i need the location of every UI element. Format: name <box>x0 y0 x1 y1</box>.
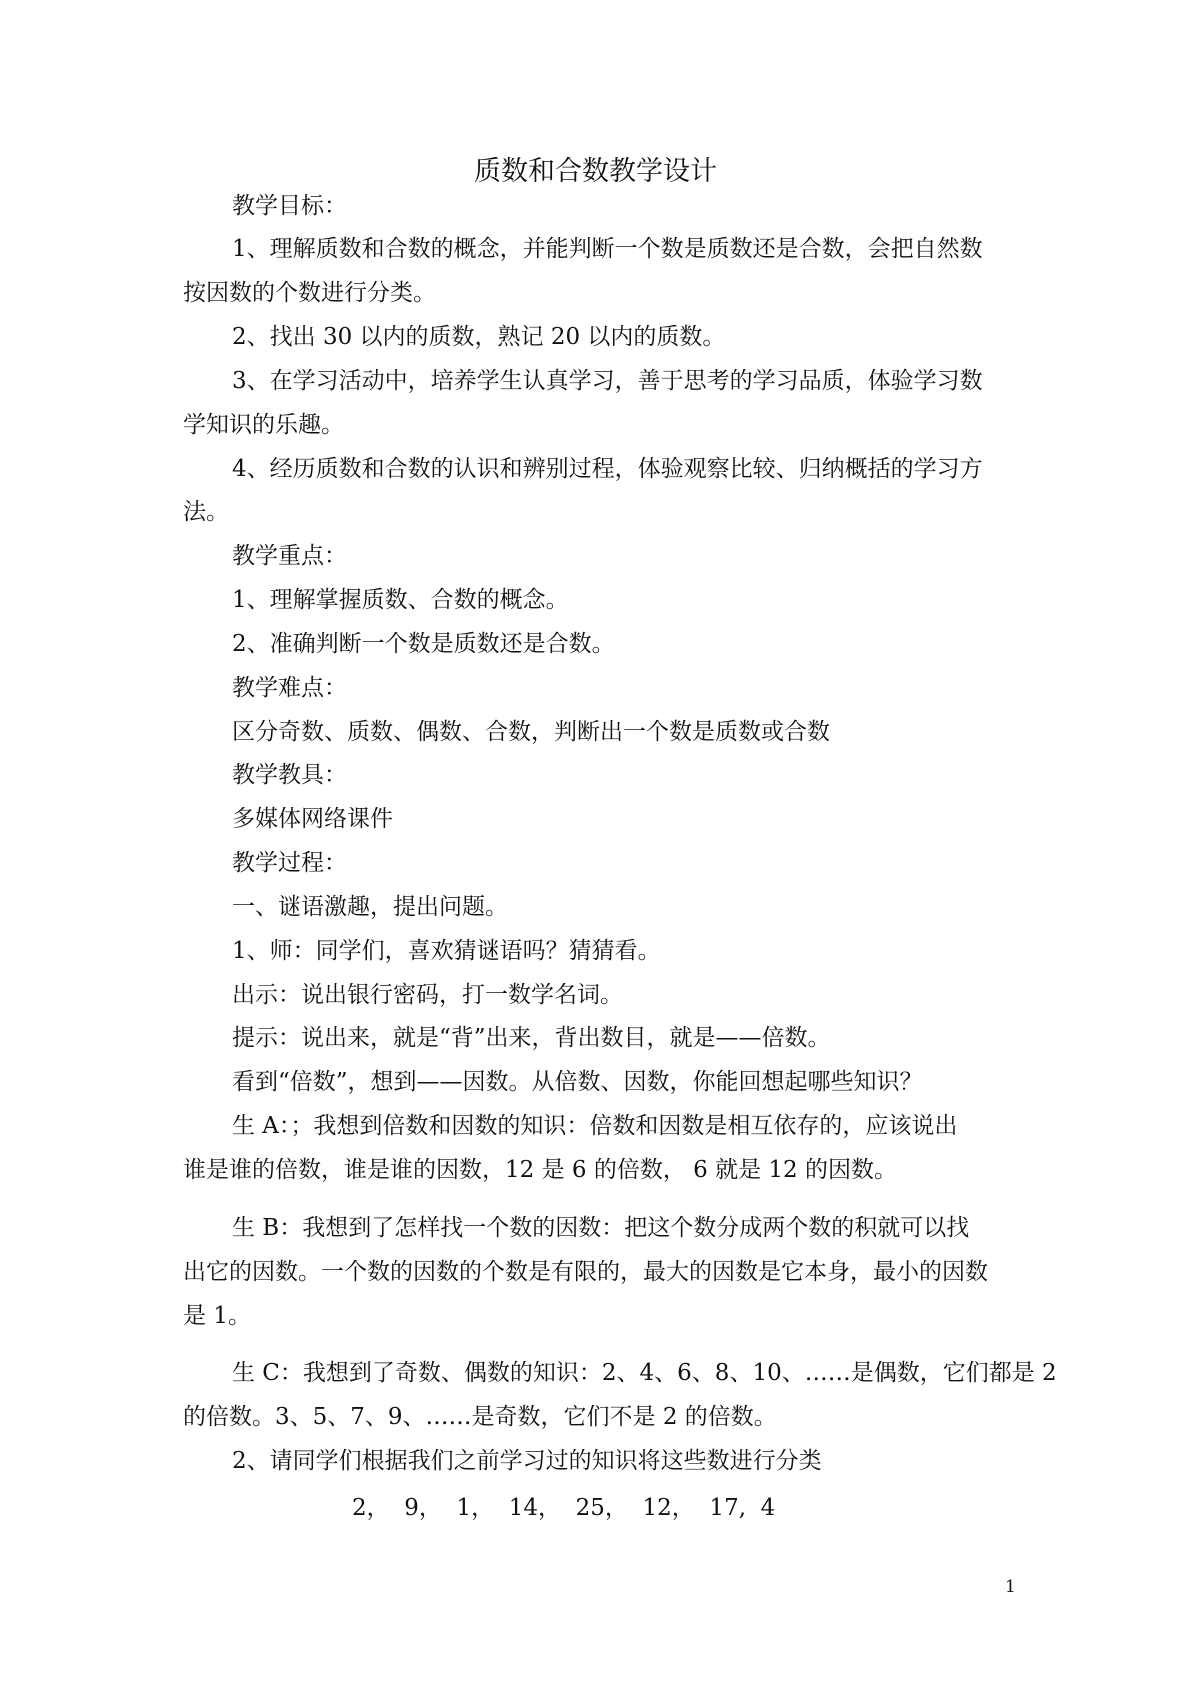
objective-4-line-2: 法。 <box>183 499 229 525</box>
process-step-1: 1、师：同学们，喜欢猜谜语吗？猜猜看。 <box>232 938 661 964</box>
objective-4-line-1: 4、经历质数和合数的认识和辨别过程，体验观察比较、归纳概括的学习方 <box>232 456 983 482</box>
student-b-line-3: 是 1。 <box>183 1303 251 1329</box>
key-points-heading: 教学重点： <box>232 543 347 569</box>
student-b-line-2: 出它的因数。一个数的因数的个数是有限的，最大的因数是它本身，最小的因数 <box>183 1259 988 1285</box>
key-point-2: 2、准确判断一个数是质数还是合数。 <box>232 631 615 657</box>
aids-heading: 教学教具： <box>232 762 347 788</box>
key-point-1: 1、理解掌握质数、合数的概念。 <box>232 587 569 613</box>
objective-3-line-1: 3、在学习活动中，培养学生认真学习，善于思考的学习品质，体验学习数 <box>232 368 983 394</box>
objective-2: 2、找出 30 以内的质数，熟记 20 以内的质数。 <box>232 324 726 350</box>
process-hint: 提示：说出来，就是“背”出来，背出数目，就是——倍数。 <box>232 1025 831 1051</box>
student-c-line-2: 的倍数。3、5、7、9、……是奇数，它们不是 2 的倍数。 <box>183 1404 777 1430</box>
process-see: 看到“倍数”，想到——因数。从倍数、因数，你能回想起哪些知识？ <box>232 1069 923 1095</box>
difficulties-heading: 教学难点： <box>232 675 347 701</box>
page-number: 1 <box>1005 1577 1016 1597</box>
objective-3-line-2: 学知识的乐趣。 <box>183 412 344 438</box>
process-heading: 教学过程： <box>232 850 347 876</box>
student-b-line-1: 生 B：我想到了怎样找一个数的因数：把这个数分成两个数的积就可以找 <box>232 1215 970 1241</box>
document-title: 质数和合数教学设计 <box>474 156 717 187</box>
objective-1-line-2: 按因数的个数进行分类。 <box>183 280 436 306</box>
objectives-heading: 教学目标： <box>232 193 347 219</box>
process-section-1: 一、谜语激趣，提出问题。 <box>232 894 508 920</box>
objective-1-line-1: 1、理解质数和合数的概念，并能判断一个数是质数还是合数，会把自然数 <box>232 236 983 262</box>
aids-text: 多媒体网络课件 <box>232 806 393 832</box>
process-show: 出示：说出银行密码，打一数学名词。 <box>232 982 623 1008</box>
process-step-2: 2、请同学们根据我们之前学习过的知识将这些数进行分类 <box>232 1448 822 1474</box>
student-c-line-1: 生 C：我想到了奇数、偶数的知识：2、4、6、8、10、……是偶数，它们都是 2 <box>232 1360 1057 1386</box>
student-a-line-2: 谁是谁的倍数，谁是谁的因数，12 是 6 的倍数， 6 就是 12 的因数。 <box>183 1157 897 1183</box>
difficulties-text: 区分奇数、质数、偶数、合数，判断出一个数是质数或合数 <box>232 719 830 745</box>
student-a-line-1: 生 A：；我想到倍数和因数的知识：倍数和因数是相互依存的，应该说出 <box>232 1113 958 1139</box>
number-list: 2， 9， 1， 14， 25， 12， 17, 4 <box>352 1495 776 1521</box>
